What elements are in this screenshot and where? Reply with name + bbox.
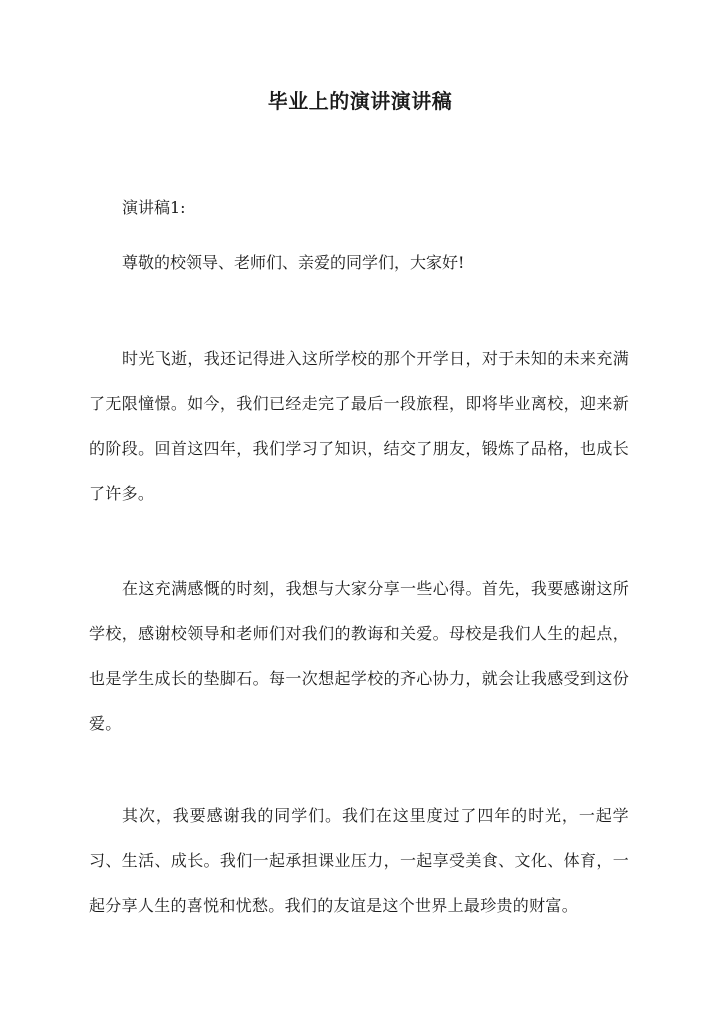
paragraph: 在这充满感慨的时刻，我想与大家分享一些心得。首先，我要感谢这所学校，感谢校领导和老师们对我们的教诲和关爱。母校是我们人生的起点，也是学生成长的垫脚石。每一次想起学校的齐心协力，就会让我感受到这份爱。 [89, 579, 629, 733]
paragraph: 时光飞逝，我还记得进入这所学校的那个开学日，对于未知的未来充满了无限憧憬。如今，我们已经走完了最后一段旅程，即将毕业离校，迎来新的阶段。回首这四年，我们学习了知识，结交了朋友，锻炼了品格，也成长了许多。 [89, 349, 629, 503]
section-label: 演讲稿1: [122, 198, 186, 217]
document-title: 毕业上的演讲演讲稿 [267, 89, 453, 113]
greeting-line: 尊敬的校领导、老师们、亲爱的同学们，大家好! [122, 253, 465, 272]
paragraph: 其次，我要感谢我的同学们。我们在这里度过了四年的时光，一起学习、生活、成长。我们一起承担课业压力，一起享受美食、文化、体育，一起分享人生的喜悦和忧愁。我们的友谊是这个世界上最珍贵的财富。 [89, 806, 629, 915]
